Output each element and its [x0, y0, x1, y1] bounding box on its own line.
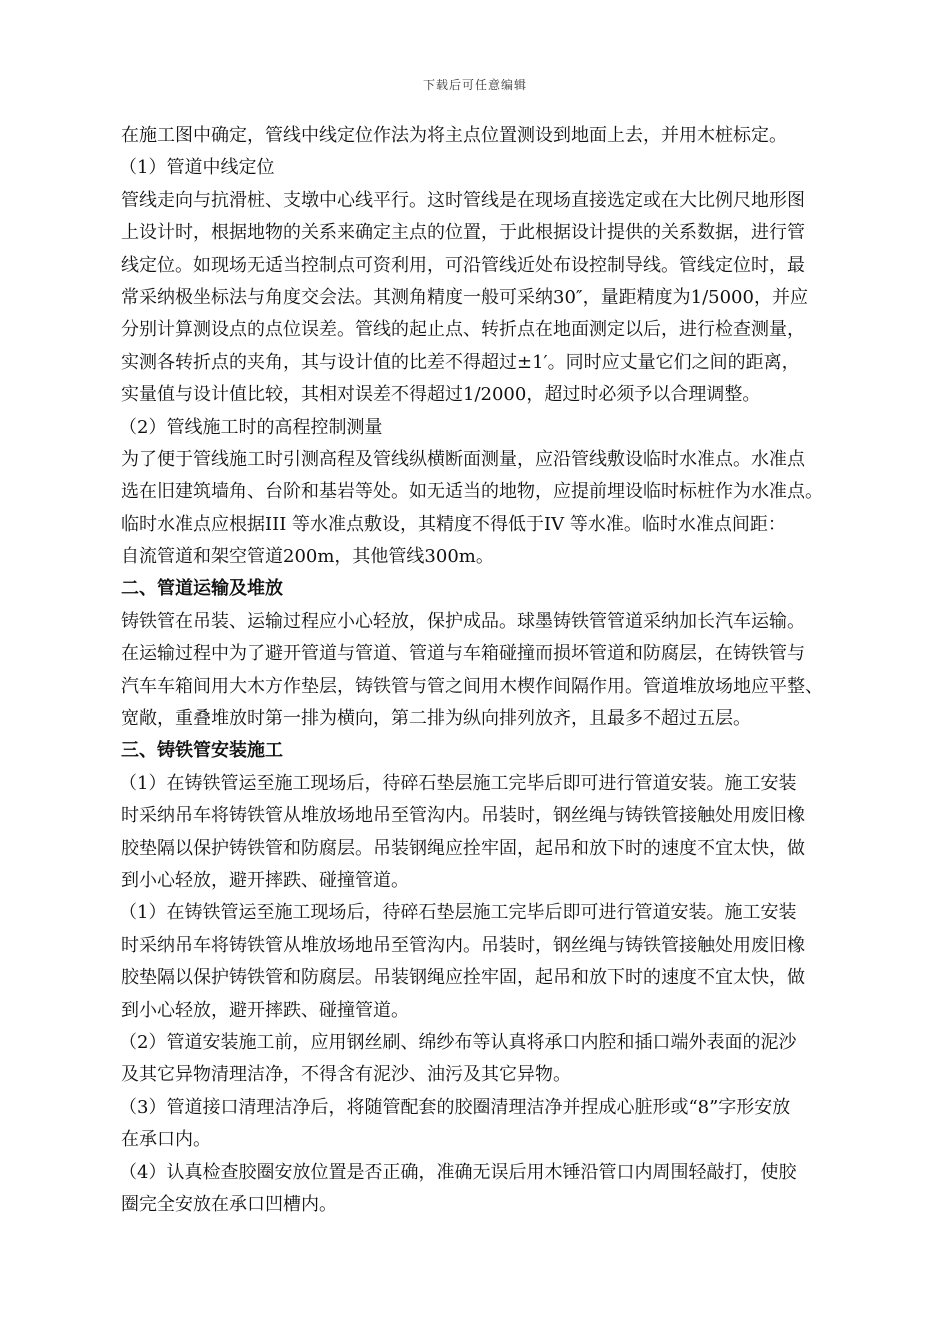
text-line: 为了便于管线施工时引测高程及管线纵横断面测量，应沿管线敷设临时水准点。水准点	[121, 448, 805, 470]
text-line: 临时水准点应根据III 等水准点敷设，其精度不得低于IV 等水准。临时水准点间距：	[121, 513, 786, 535]
section-heading: 二、管道运输及堆放	[121, 578, 283, 600]
page-header-note: 下载后可任意编辑	[422, 78, 527, 92]
text-line: 时采纳吊车将铸铁管从堆放场地吊至管沟内。吊装时，钢丝绳与铸铁管接触处用废旧橡	[121, 805, 805, 827]
text-line: （3）管道接口清理洁净后，将随管配套的胶圈清理洁净并捏成心脏形或“8”字形安放	[119, 1096, 791, 1118]
text-line: 及其它异物清理洁净，不得含有泥沙、油污及其它异物。	[121, 1064, 571, 1086]
text-line: 铸铁管在吊装、运输过程应小心轻放，保护成品。球墨铸铁管管道采纳加长汽车运输。	[121, 610, 805, 632]
text-line: 管线走向与抗滑桩、支墩中心线平行。这时管线是在现场直接选定或在大比例尺地形图	[121, 189, 805, 211]
text-line: （1）在铸铁管运至施工现场后，待碎石垫层施工完毕后即可进行管道安装。施工安装	[119, 772, 797, 794]
text-line: 圈完全安放在承口凹槽内。	[121, 1193, 337, 1215]
document-body	[121, 120, 861, 1221]
text-line: （2）管线施工时的高程控制测量	[119, 416, 383, 438]
text-line: 在运输过程中为了避开管道与管道、管道与车箱碰撞而损坏管道和防腐层，在铸铁管与	[121, 643, 805, 665]
text-line: 自流管道和架空管道200m，其他管线300m。	[121, 546, 494, 568]
text-line: 汽车车箱间用大木方作垫层，铸铁管与管之间用木楔作间隔作用。管道堆放场地应平整、	[121, 675, 823, 697]
section-heading: 三、铸铁管安装施工	[121, 740, 283, 762]
text-line: 到小心轻放，避开摔跌、碰撞管道。	[121, 869, 409, 891]
text-line: （4）认真检查胶圈安放位置是否正确，准确无误后用木锤沿管口内周围轻敲打，使胶	[119, 1161, 797, 1183]
text-line: 胶垫隔以保护铸铁管和防腐层。吊装钢绳应拴牢固，起吊和放下时的速度不宜太快，做	[121, 967, 805, 989]
text-line: 在施工图中确定，管线中线定位作法为将主点位置测设到地面上去，并用木桩标定。	[121, 125, 787, 146]
text-line: 线定位。如现场无适当控制点可资利用，可沿管线近处布设控制导线。管线定位时，最	[121, 254, 805, 276]
text-line: 宽敞，重叠堆放时第一排为横向，第二排为纵向排列放齐，且最多不超过五层。	[121, 708, 751, 730]
text-line: 选在旧建筑墙角、台阶和基岩等处。如无适当的地物，应提前埋设临时标桩作为水准点。	[121, 481, 823, 503]
text-line: 实量值与设计值比较，其相对误差不得超过1/2000，超过时必须予以合理调整。	[121, 384, 761, 406]
text-line: 实测各转折点的夹角，其与设计值的比差不得超过±1′。同时应丈量它们之间的距离，	[121, 351, 800, 373]
text-line: 在承口内。	[121, 1129, 211, 1151]
text-line: （1）在铸铁管运至施工现场后，待碎石垫层施工完毕后即可进行管道安装。施工安装	[119, 902, 797, 924]
text-line: （2）管道安装施工前，应用钢丝刷、绵纱布等认真将承口内腔和插口端外表面的泥沙	[119, 1031, 797, 1053]
text-line: （1）管道中线定位	[119, 157, 275, 179]
text-line: 时采纳吊车将铸铁管从堆放场地吊至管沟内。吊装时，钢丝绳与铸铁管接触处用废旧橡	[121, 934, 805, 956]
text-line: 胶垫隔以保护铸铁管和防腐层。吊装钢绳应拴牢固，起吊和放下时的速度不宜太快，做	[121, 837, 805, 859]
text-line: 上设计时，根据地物的关系来确定主点的位置，于此根据设计提供的关系数据，进行管	[121, 222, 805, 244]
text-line: 常采纳极坐标法与角度交会法。其测角精度一般可采纳30″，量距精度为1/5000，并应	[121, 286, 808, 308]
text-line: 到小心轻放，避开摔跌、碰撞管道。	[121, 999, 409, 1021]
text-line: 分别计算测设点的点位误差。管线的起止点、转折点在地面测定以后，进行检查测量，	[121, 319, 805, 341]
